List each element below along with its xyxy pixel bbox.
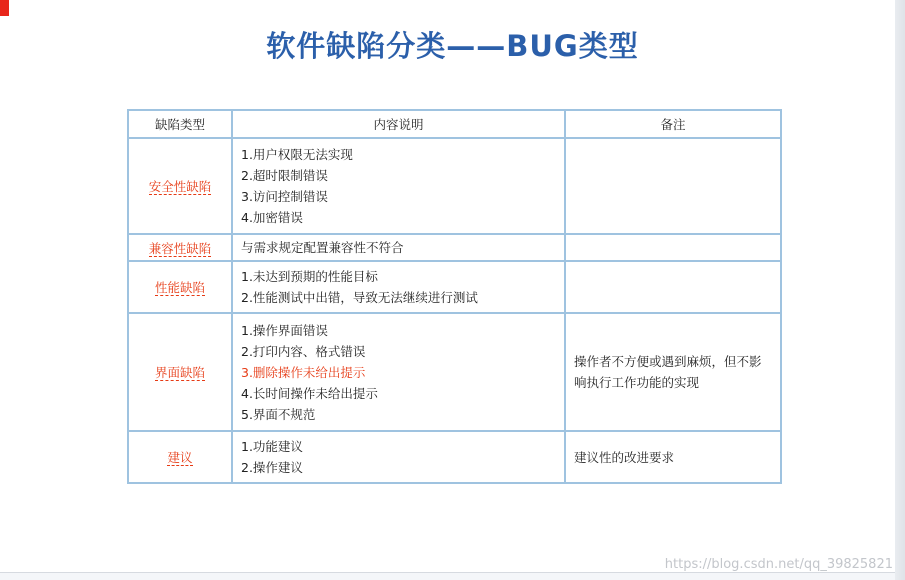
description-item: 4.长时间操作未给出提示	[241, 385, 378, 401]
description-cell	[232, 261, 565, 313]
watermark-text: https://blog.csdn.net/qq_39825821	[664, 557, 893, 572]
description-item-highlighted: 3.删除操作未给出提示	[241, 364, 366, 380]
header-description: 内容说明	[232, 110, 565, 138]
description-item: 2.超时限制错误	[241, 168, 328, 183]
description-item: 1.未达到预期的性能目标	[241, 269, 378, 284]
description-item: 1.功能建议	[241, 439, 303, 454]
description-cell	[232, 138, 565, 234]
type-label: 界面缺陷	[154, 365, 205, 380]
header-remark: 备注	[565, 110, 781, 138]
type-label: 兼容性缺陷	[148, 240, 212, 256]
type-cell	[128, 261, 232, 313]
type-label: 性能缺陷	[154, 280, 205, 295]
description-item: 2.操作建议	[241, 460, 303, 475]
type-label: 安全性缺陷	[148, 179, 212, 194]
type-cell	[128, 234, 232, 261]
description-cell	[232, 313, 565, 431]
table-header-row	[128, 110, 781, 138]
table-row	[128, 138, 781, 234]
slide-title: 软件缺陷分类——BUG类型	[266, 29, 639, 63]
defect-table	[127, 109, 782, 484]
type-cell	[128, 431, 232, 483]
table-row	[128, 261, 781, 313]
header-defect-type: 缺陷类型	[128, 110, 232, 138]
remark-cell	[565, 261, 781, 313]
description-item: 5.界面不规范	[241, 406, 316, 422]
description-item: 3.访问控制错误	[241, 189, 328, 204]
type-label: 建议	[167, 450, 193, 465]
remark-cell: 操作者不方便或遇到麻烦，但不影响执行工作功能的实现	[565, 313, 781, 431]
description-item: 2.性能测试中出错，导致无法继续进行测试	[241, 290, 478, 305]
remark-cell: 建议性的改进要求	[565, 431, 781, 483]
table-row	[128, 234, 781, 261]
description-cell	[232, 234, 565, 261]
table-row	[128, 313, 781, 431]
description-item: 1.用户权限无法实现	[241, 147, 353, 162]
description-item: 与需求规定配置兼容性不符合	[241, 240, 404, 255]
description-item: 4.加密错误	[241, 210, 303, 225]
type-cell	[128, 313, 232, 431]
description-item: 2.打印内容、格式错误	[241, 343, 366, 359]
description-item: 1.操作界面错误	[241, 322, 328, 338]
right-edge-strip	[895, 0, 905, 580]
corner-mark	[0, 0, 9, 16]
table-row	[128, 431, 781, 483]
type-cell	[128, 138, 232, 234]
remark-cell	[565, 138, 781, 234]
description-cell	[232, 431, 565, 483]
remark-cell	[565, 234, 781, 261]
